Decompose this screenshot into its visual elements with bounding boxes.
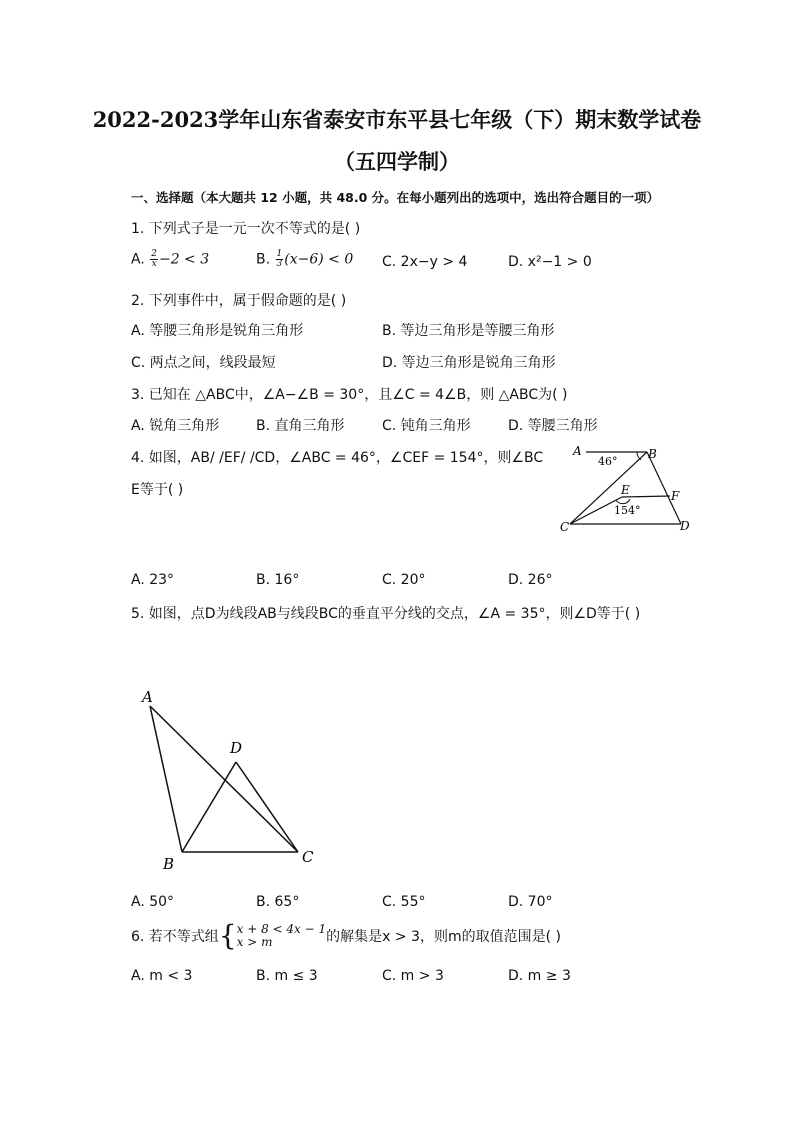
segment-dc xyxy=(236,762,298,852)
question-6-option-a: A. m < 3 xyxy=(131,968,193,984)
point-label-d: D xyxy=(230,739,243,757)
question-6-stem-prefix: 6. 若不等式组 xyxy=(131,929,219,945)
point-label-a: A xyxy=(142,688,153,706)
inequality-system xyxy=(237,923,327,949)
question-5-option-c: C. 55° xyxy=(382,894,426,910)
question-4-option-d: D. 26° xyxy=(508,572,553,588)
brace-icon: { xyxy=(218,919,237,952)
angle-label-46: 46° xyxy=(598,455,618,468)
question-4-option-a: A. 23° xyxy=(131,572,175,588)
option-label: B. xyxy=(256,251,271,268)
question-6-option-c: C. m > 3 xyxy=(382,968,444,984)
question-5-stem: 5. 如图，点D为线段AB与线段BC的垂直平分线的交点，∠A = 35°，则∠D等于( ) xyxy=(131,606,641,622)
question-2-option-c: C. 两点之间，线段最短 xyxy=(131,355,276,371)
inequality-line-1: x + 8 < 4x − 1 xyxy=(236,922,327,936)
fraction xyxy=(276,250,284,269)
question-1-option-d: D. x²−1 > 0 xyxy=(508,254,592,270)
question-3-option-c: C. 钝角三角形 xyxy=(382,418,471,434)
point-label-b: B xyxy=(648,447,657,461)
option-expression: (x−6) < 0 xyxy=(284,251,354,268)
segment-bd xyxy=(182,762,236,852)
question-5-option-d: D. 70° xyxy=(508,894,553,910)
question-6-stem xyxy=(131,919,561,952)
segment-ac xyxy=(150,706,298,852)
question-4-option-b: B. 16° xyxy=(256,572,300,588)
question-3-option-a: A. 锐角三角形 xyxy=(131,418,220,434)
question-5-figure xyxy=(130,680,330,880)
question-5-option-b: B. 65° xyxy=(256,894,300,910)
point-label-c: C xyxy=(560,520,570,534)
question-4-stem-line1: 4. 如图，AB/ /EF/ /CD，∠ABC = 46°，∠CEF = 154°，则∠BC xyxy=(131,450,544,466)
point-label-f: F xyxy=(671,489,680,503)
fraction-numerator: 2 xyxy=(151,249,157,259)
question-1-option-a xyxy=(131,250,209,269)
question-3-stem: 3. 已知在 △ABC中，∠A−∠B = 30°，且∠C = 4∠B，则 △ABC为( ) xyxy=(131,387,568,403)
question-6-stem-suffix: 的解集是x > 3，则m的取值范围是( ) xyxy=(326,929,561,945)
paper-title: 2022-2023学年山东省泰安市东平县七年级（下）期末数学试卷 xyxy=(92,107,702,132)
segment-bd xyxy=(647,452,681,524)
point-label-b: B xyxy=(163,855,175,873)
question-5-option-a: A. 50° xyxy=(131,894,175,910)
question-3-option-b: B. 直角三角形 xyxy=(256,418,345,434)
point-label-a: A xyxy=(573,444,582,458)
segment-ab xyxy=(150,706,182,852)
inequality-line-2: x > m xyxy=(236,935,273,949)
section-heading: 一、选择题（本大题共 12 小题，共 48.0 分。在每小题列出的选项中，选出符合题目的一项） xyxy=(131,190,660,205)
fraction xyxy=(150,250,158,269)
fraction-denominator: 3 xyxy=(276,259,283,269)
question-6-option-d: D. m ≥ 3 xyxy=(508,968,571,984)
question-2-option-d: D. 等边三角形是锐角三角形 xyxy=(382,355,556,371)
question-1-option-b xyxy=(256,250,353,269)
angle-label-154: 154° xyxy=(614,504,641,517)
question-6-option-b: B. m ≤ 3 xyxy=(256,968,318,984)
question-2-stem: 2. 下列事件中，属于假命题的是( ) xyxy=(131,293,347,309)
question-2-option-b: B. 等边三角形是等腰三角形 xyxy=(382,323,555,339)
option-expression: −2 < 3 xyxy=(158,251,210,268)
point-label-c: C xyxy=(302,848,314,866)
question-4-stem-line2: E等于( ) xyxy=(131,482,184,498)
point-label-d: D xyxy=(680,519,690,533)
question-3-option-d: D. 等腰三角形 xyxy=(508,418,598,434)
point-label-e: E xyxy=(621,483,630,497)
question-4-figure xyxy=(560,440,700,540)
option-label: A. xyxy=(131,251,145,268)
fraction-denominator: x xyxy=(151,259,157,269)
fraction-numerator: 1 xyxy=(276,249,283,259)
paper-subtitle: （五四学制） xyxy=(334,149,460,174)
question-1-stem: 1. 下列式子是一元一次不等式的是( ) xyxy=(131,221,361,237)
question-4-option-c: C. 20° xyxy=(382,572,426,588)
question-1-option-c: C. 2x−y > 4 xyxy=(382,254,468,270)
question-2-option-a: A. 等腰三角形是锐角三角形 xyxy=(131,323,304,339)
